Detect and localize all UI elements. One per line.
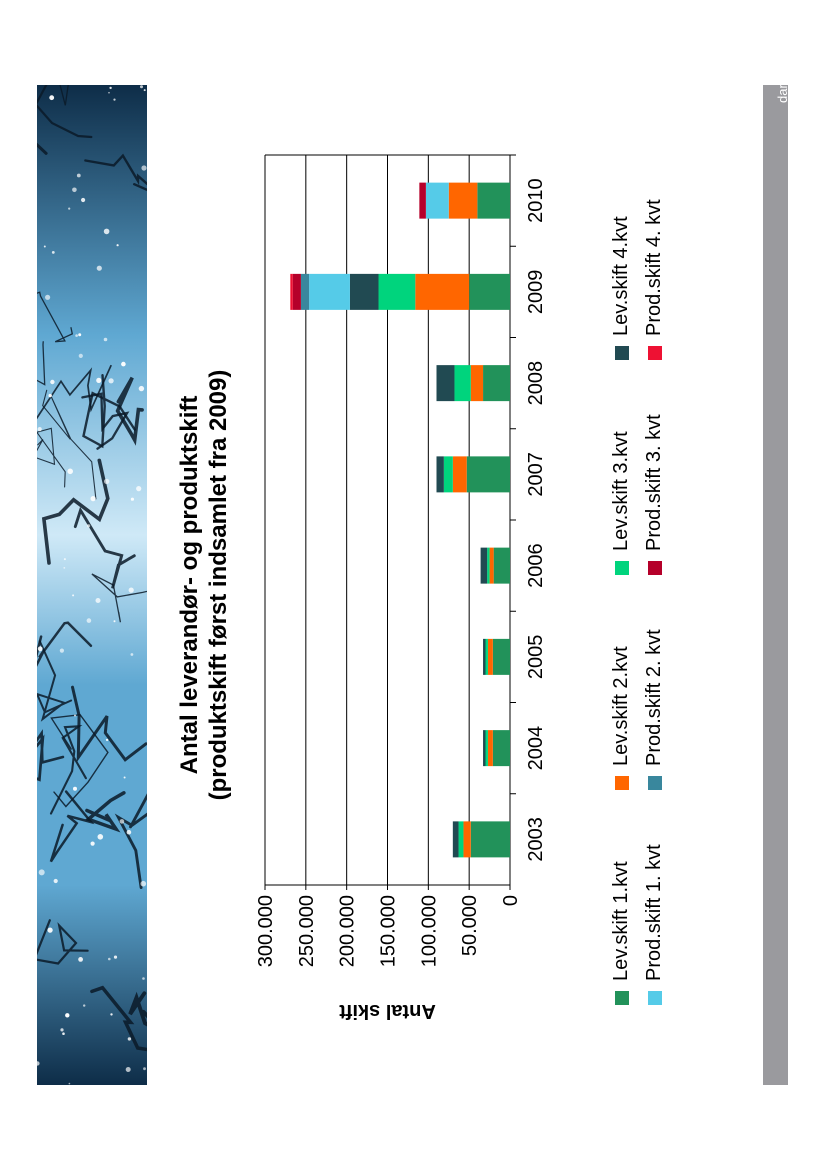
star-light	[124, 777, 126, 779]
star-light	[69, 1083, 71, 1085]
bar-segment	[493, 730, 510, 766]
bar-segment	[493, 639, 510, 675]
star-light	[72, 594, 74, 596]
y-axis-label: Antal skift	[339, 1000, 436, 1022]
bar-segment	[486, 639, 488, 675]
bar-segment	[463, 821, 470, 857]
star-light	[117, 244, 119, 246]
legend-row	[638, 105, 671, 1005]
legend-swatch	[648, 561, 662, 575]
legend-swatch	[615, 346, 629, 360]
legend-label: Lev.skift 3.kvt	[610, 431, 632, 551]
chart-slide	[155, 85, 755, 1085]
star-light	[131, 498, 134, 501]
star-light	[104, 338, 108, 342]
star-light	[87, 524, 90, 527]
bar-segment	[301, 274, 309, 310]
star-light	[141, 165, 146, 170]
star-light	[54, 879, 58, 883]
y-tick-label: 300.000	[255, 895, 277, 968]
bar-segment	[471, 365, 483, 401]
star-light	[91, 496, 96, 501]
star-light	[109, 87, 111, 89]
legend-label: Prod.skift 1. kvt	[643, 844, 665, 981]
bar-segment	[488, 730, 493, 766]
bar-segment	[483, 639, 485, 675]
star-light	[68, 208, 70, 210]
bar-segment	[444, 456, 453, 492]
star-light	[96, 598, 101, 603]
bar-segment	[449, 183, 478, 219]
y-tick-label: 100.000	[418, 895, 441, 968]
x-tick-label: 2008	[525, 360, 547, 406]
legend-label: Lev.skift 1.kvt	[610, 861, 632, 981]
star-light	[110, 1013, 112, 1015]
y-tick-label: 150.000	[377, 895, 400, 968]
star-light	[87, 618, 92, 623]
star-light	[114, 620, 116, 622]
chart-plot	[155, 85, 605, 1085]
legend-swatch	[648, 991, 662, 1005]
star-light	[49, 394, 52, 397]
x-tick-label: 2005	[525, 634, 547, 680]
star-light	[67, 469, 73, 475]
legend-item	[610, 575, 633, 790]
bar-segment	[293, 274, 301, 310]
star-light	[144, 89, 146, 91]
legend-label: Lev.skift 2.kvt	[610, 646, 632, 766]
bar-segment	[426, 183, 449, 219]
star-light	[127, 830, 132, 835]
star-light	[81, 198, 85, 202]
bar-segment	[481, 548, 488, 584]
bar-segment	[486, 730, 488, 766]
star-light	[139, 386, 144, 391]
y-tick-label: 200.000	[336, 895, 359, 968]
bar-segment	[488, 639, 493, 675]
legend-item	[610, 360, 633, 575]
legend-swatch	[615, 991, 629, 1005]
star-light	[104, 229, 110, 235]
star-light	[136, 486, 141, 491]
star-light	[38, 646, 43, 651]
star-light	[64, 558, 66, 560]
star-light	[104, 479, 109, 484]
star-light	[38, 427, 42, 431]
x-tick-label: 2003	[525, 817, 547, 862]
star-light	[77, 174, 81, 178]
bar-segment	[437, 456, 444, 492]
star-light	[72, 188, 77, 193]
bar-segment	[483, 365, 510, 401]
bar-segment	[454, 365, 470, 401]
star-light	[52, 251, 55, 254]
legend-label: Prod.skift 3. kvt	[643, 414, 665, 551]
star-light	[98, 834, 104, 840]
legend-item	[643, 145, 666, 360]
bar-segment	[477, 183, 510, 219]
brand-logo-text: danskenergi	[775, 32, 790, 103]
legend-label: Lev.skift 4.kvt	[610, 216, 632, 336]
legend-item	[643, 360, 666, 575]
star-light	[91, 842, 95, 846]
star-light	[62, 1032, 65, 1035]
star-light	[75, 334, 78, 337]
bar-segment	[483, 730, 485, 766]
bar-segment	[487, 548, 489, 584]
bar-segment	[459, 821, 464, 857]
star-light	[141, 881, 147, 887]
star-light	[131, 653, 134, 656]
bar-segment	[419, 183, 426, 219]
star-light	[128, 1037, 131, 1040]
star-light	[113, 99, 115, 101]
bar-segment	[467, 456, 510, 492]
star-light	[114, 956, 117, 959]
star-light	[60, 1028, 63, 1031]
legend-swatch	[648, 346, 662, 360]
star-light	[39, 869, 45, 875]
bar-segment	[290, 274, 292, 310]
bar-segment	[453, 456, 467, 492]
legend-swatch	[615, 561, 629, 575]
bar-segment	[309, 274, 350, 310]
x-tick-label: 2004	[525, 725, 547, 771]
legend-swatch	[615, 776, 629, 790]
star-light	[49, 95, 54, 100]
star-light	[45, 295, 50, 300]
legend-item	[610, 145, 633, 360]
legend-row	[605, 105, 638, 1005]
star-light	[63, 567, 65, 569]
star-light	[120, 819, 125, 824]
star-light	[142, 977, 145, 980]
star-light	[79, 354, 83, 358]
star-light	[140, 85, 143, 88]
bar-segment	[437, 365, 455, 401]
y-tick-label: 50.000	[459, 895, 482, 957]
star-light	[65, 1013, 69, 1017]
bar-segment	[494, 548, 510, 584]
star-light	[50, 380, 54, 384]
x-tick-label: 2010	[525, 178, 547, 223]
bar-segment	[453, 821, 459, 857]
legend-item	[643, 575, 666, 790]
star-light	[96, 378, 101, 383]
legend-label: Prod.skift 4. kvt	[643, 199, 665, 336]
y-tick-label: 0	[500, 895, 522, 907]
y-tick-label: 250.000	[295, 895, 318, 968]
x-tick-label: 2006	[525, 543, 547, 588]
x-tick-label: 2009	[525, 269, 547, 315]
sky-background	[37, 85, 147, 1085]
star-light	[83, 1004, 85, 1006]
night-sky-tree-photo	[37, 85, 147, 1085]
star-light	[108, 958, 111, 961]
chart-legend	[605, 105, 671, 1005]
legend-label: Prod.skift 2. kvt	[643, 629, 665, 766]
star-light	[108, 92, 110, 94]
star-light	[73, 787, 77, 791]
bar-segment	[415, 274, 469, 310]
brand-bar	[763, 32, 790, 1085]
star-light	[60, 649, 64, 653]
bar-segment	[490, 548, 494, 584]
star-light	[78, 333, 81, 336]
star-light	[109, 378, 114, 383]
star-light	[78, 957, 83, 962]
photo-canvas	[37, 85, 147, 1085]
chart-title: Antal leverandør- og produktskift	[176, 395, 203, 775]
bar-segment	[469, 274, 510, 310]
star-light	[121, 362, 126, 367]
legend-item	[643, 790, 666, 1005]
star-light	[126, 1067, 131, 1072]
bar-segment	[379, 274, 416, 310]
legend-swatch	[648, 776, 662, 790]
x-tick-label: 2007	[525, 452, 547, 497]
star-light	[129, 588, 134, 593]
legend-item	[610, 790, 633, 1005]
star-light	[74, 715, 76, 717]
star-light	[44, 246, 46, 248]
bar-segment	[350, 274, 379, 310]
star-light	[48, 928, 53, 933]
star-light	[97, 266, 102, 271]
bar-segment	[471, 821, 510, 857]
star-light	[143, 1067, 146, 1070]
chart-subtitle: (produktskift først indsamlet fra 2009)	[205, 369, 232, 801]
star-light	[106, 739, 108, 741]
